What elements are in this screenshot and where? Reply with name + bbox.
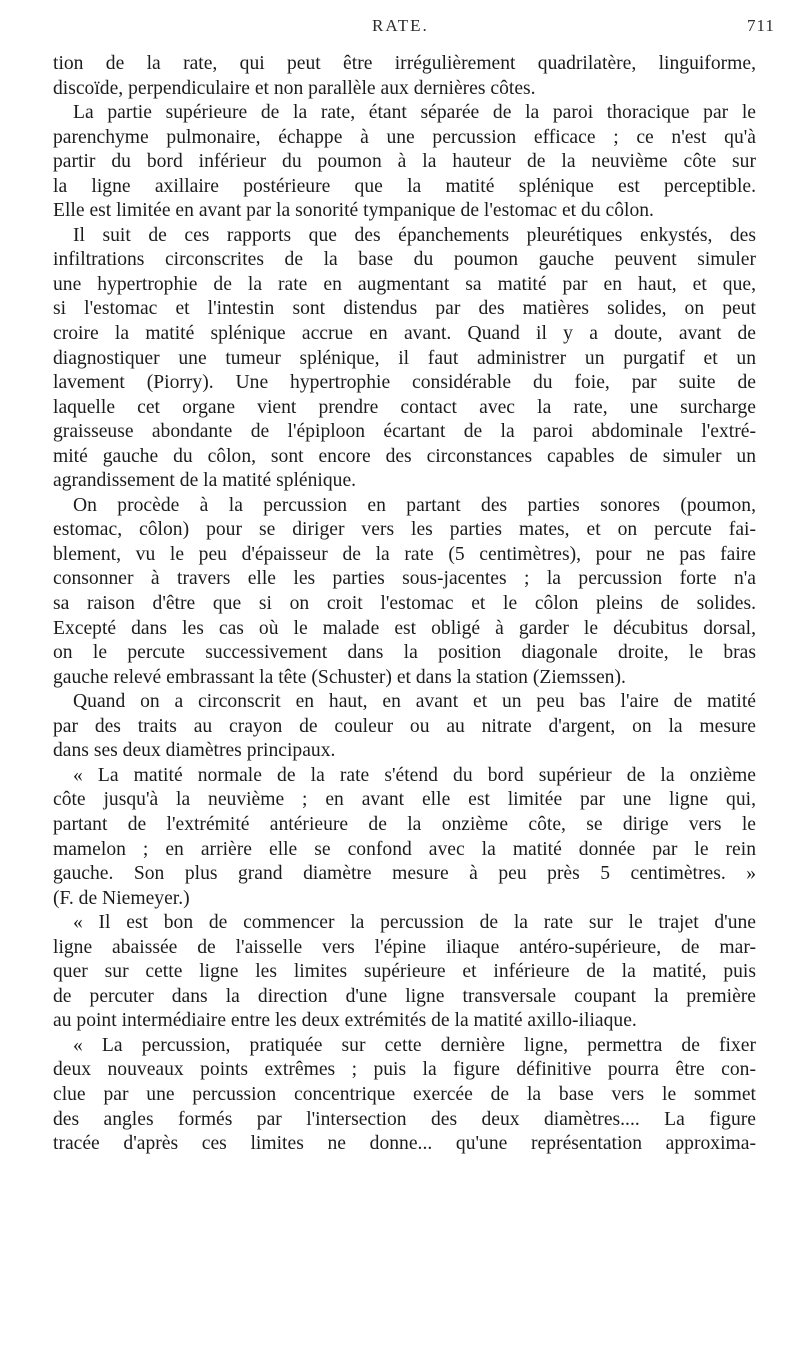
text-line: parenchyme pulmonaire, échappe à une percussion efficace ; ce n'est qu'à	[53, 126, 756, 148]
text-line: graisseuse abondante de l'épiploon écartant de la paroi abdominale l'extré-	[53, 421, 756, 443]
text-line: Quand on a circonscrit en haut, en avant et un peu bas l'aire de matité	[73, 691, 756, 713]
text-line: la ligne axillaire postérieure que la matité splénique est perceptible.	[53, 175, 756, 197]
text-line: on le percute successivement dans la position diagonale droite, le bras	[53, 642, 756, 664]
text-line: clue par une percussion concentrique exercée de la base vers le sommet	[53, 1083, 756, 1105]
text-line: consonner à travers elle les parties sous-jacentes ; la percussion forte n'a	[53, 568, 756, 590]
text-line: diagnostiquer une tumeur splénique, il faut administrer un purgatif et un	[53, 347, 756, 369]
text-line: mité gauche du côlon, sont encore des circonstances capables de simuler un	[53, 445, 756, 467]
text-line: « La matité normale de la rate s'étend du bord supérieur de la onzième	[73, 764, 756, 786]
text-line: de percuter dans la direction d'une ligne transversale coupant la première	[53, 985, 756, 1007]
running-head	[0, 14, 800, 44]
page-number: 711	[747, 16, 775, 35]
text-line: gauche. Son plus grand diamètre mesure à peu près 5 centimètres. »	[53, 863, 756, 885]
text-line: partir du bord inférieur du poumon à la hauteur de la neuvième côte sur	[53, 151, 756, 173]
text-line: lavement (Piorry). Une hypertrophie considérable du foie, par suite de	[53, 372, 756, 394]
text-line: sa raison d'être que si on croit l'estomac et le côlon pleins de solides.	[53, 593, 756, 615]
text-line: Elle est limitée en avant par la sonorité tympanique de l'estomac et du côlon.	[53, 200, 654, 222]
text-line: quer sur cette ligne les limites supérieure et inférieure de la matité, puis	[53, 961, 756, 983]
text-line: estomac, côlon) pour se diriger vers les parties mates, et on percute fai-	[53, 519, 756, 541]
text-line: « Il est bon de commencer la percussion de la rate sur le trajet d'une	[73, 912, 756, 934]
text-line: dans ses deux diamètres principaux.	[53, 740, 336, 762]
text-line: discoïde, perpendiculaire et non parallèle aux dernières côtes.	[53, 77, 536, 99]
text-line: On procède à la percussion en partant des parties sonores (poumon,	[73, 494, 756, 516]
text-line: La partie supérieure de la rate, étant séparée de la paroi thoracique par le	[73, 102, 756, 124]
text-line: une hypertrophie de la rate en augmentant sa matité par en haut, et que,	[53, 273, 756, 295]
text-line: tion de la rate, qui peut être irrégulièrement quadrilatère, linguiforme,	[53, 53, 756, 74]
text-line: Excepté dans les cas où le malade est obligé à garder le décubitus dorsal,	[53, 617, 756, 639]
text-line: côte jusqu'à la neuvième ; en avant elle est limitée par une ligne qui,	[53, 789, 756, 811]
text-line: croire la matité splénique accrue en avant. Quand il y a doute, avant de	[53, 323, 756, 345]
text-line: par des traits au crayon de couleur ou au nitrate d'argent, on la mesure	[53, 715, 756, 737]
text-line: des angles formés par l'intersection des deux diamètres.... La figure	[53, 1108, 756, 1130]
text-line: ligne abaissée de l'aisselle vers l'épine iliaque antéro-supérieure, de mar-	[53, 936, 756, 958]
text-line: « La percussion, pratiquée sur cette dernière ligne, permettra de fixer	[73, 1034, 756, 1056]
text-line: tracée d'après ces limites ne donne... qu'une représentation approxima-	[53, 1133, 756, 1155]
text-line: agrandissement de la matité splénique.	[53, 470, 357, 492]
text-line: laquelle cet organe vient prendre contact avec la rate, une surcharge	[53, 396, 756, 418]
text-line: Il suit de ces rapports que des épanchements pleurétiques enkystés, des	[73, 224, 756, 246]
text-line: partant de l'extrémité antérieure de la onzième côte, se dirige vers le	[53, 813, 756, 835]
text-line: infiltrations circonscrites de la base du poumon gauche peuvent simuler	[53, 249, 756, 271]
text-line: au point intermédiaire entre les deux extrémités de la matité axillo-iliaque.	[53, 1010, 637, 1032]
body-text	[53, 52, 756, 1157]
text-line: (F. de Niemeyer.)	[53, 887, 190, 909]
text-line: si l'estomac et l'intestin sont distendus par des matières solides, on peut	[53, 298, 756, 320]
text-line: gauche relevé embrassant la tête (Schuster) et dans la station (Ziemssen).	[53, 666, 626, 688]
text-line: deux nouveaux points extrêmes ; puis la figure définitive pourra être con-	[53, 1059, 756, 1081]
text-line: blement, vu le peu d'épaisseur de la rate (5 centimètres), pour ne pas faire	[53, 543, 756, 565]
running-title: RATE.	[372, 16, 429, 35]
text-line: mamelon ; en arrière elle se confond avec la matité donnée par le rein	[53, 838, 756, 860]
